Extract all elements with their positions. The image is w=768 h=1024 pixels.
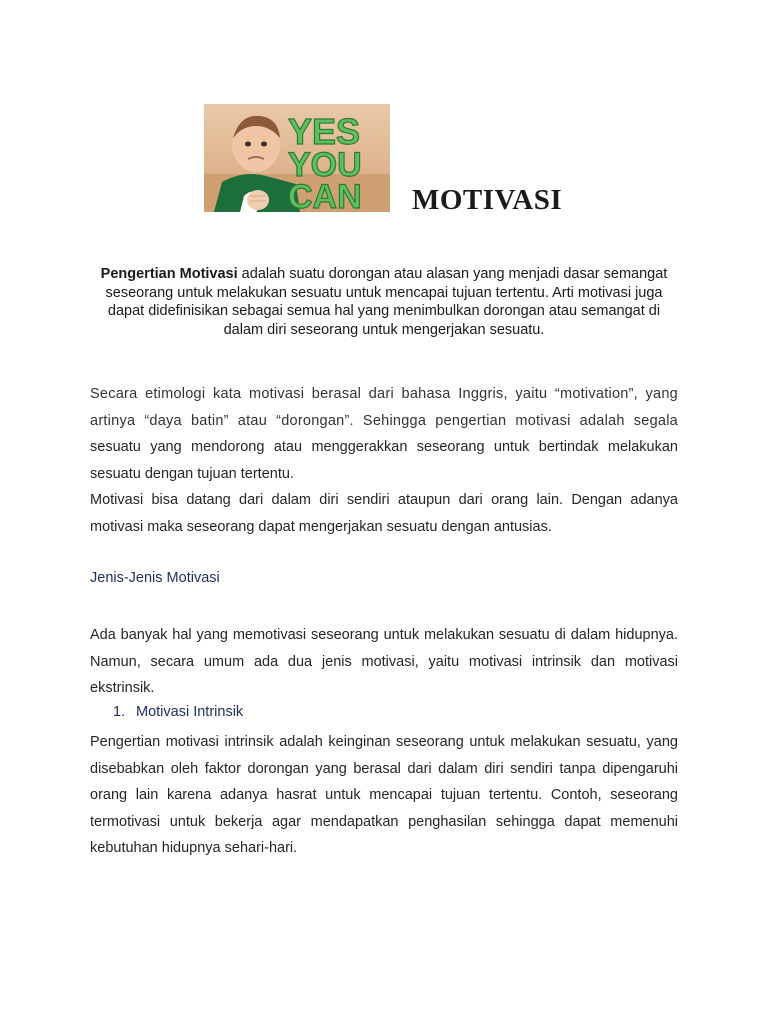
etymology-paragraph xyxy=(90,381,678,540)
intrinsic-paragraph: Pengertian motivasi intrinsik adalah keinginan seseorang untuk melakukan sesuatu, yang disebabkan oleh faktor dorongan yang berasal dari dalam diri sendiri tanpa dipengaruhi orang lain karena adanya hasrat untuk mencapai tujuan tertentu. Contoh, seseorang termotivasi untuk bekerja agar mendapatkan penghasilan sehingga dapat memenuhi kebutuhan hidupnya sehari-hari. xyxy=(90,734,678,856)
etymology-part1: Secara etimologi kata motivasi berasal dari bahasa Inggris, yaitu “motivation”, yang artinya “daya batin” atau “dorongan”. Sehingga pengertian motivasi adalah segala xyxy=(90,386,678,429)
list-item-label: Motivasi Intrinsik xyxy=(136,704,244,720)
list-number: 1. xyxy=(113,704,126,720)
you-text: YOU xyxy=(288,146,362,184)
intro-term: Pengertian Motivasi xyxy=(100,266,238,282)
page-title: MOTIVASI xyxy=(412,184,563,216)
list-item-motivasi-intrinsik xyxy=(113,704,243,720)
raised-fist xyxy=(247,190,269,210)
can-text: CAN xyxy=(288,178,362,212)
etymology-part2: sesuatu yang mendorong atau menggerakkan seseorang untuk bertindak melakukan sesuatu dengan tujuan tertentu. xyxy=(90,439,678,482)
yes-text: YES xyxy=(288,111,361,152)
section-heading-jenis-motivasi: Jenis-Jenis Motivasi xyxy=(90,570,220,586)
success-kid-illustration xyxy=(204,104,390,212)
yes-you-can-image xyxy=(204,104,390,212)
intro-definition: adalah suatu dorongan atau alasan yang menjadi dasar semangat seseorang untuk melakukan sesuatu untuk mencapai tujuan tertentu. Arti motivasi juga dapat didefinisikan sebagai semua hal yang menimbulkan dorongan atau semangat di dalam diri seseorang untuk mengerjakan sesuatu. xyxy=(105,266,668,338)
etymology-part3: Motivasi bisa datang dari dalam diri sendiri ataupun dari orang lain. Dengan adanya motivasi maka seseorang dapat mengerjakan sesuatu dengan antusias. xyxy=(90,492,678,535)
intro-paragraph xyxy=(90,265,678,339)
types-intro-paragraph: Ada banyak hal yang memotivasi seseorang untuk melakukan sesuatu di dalam hidupnya. Namun, secara umum ada dua jenis motivasi, yaitu motivasi intrinsik dan motivasi ekstrinsik. xyxy=(90,627,678,696)
